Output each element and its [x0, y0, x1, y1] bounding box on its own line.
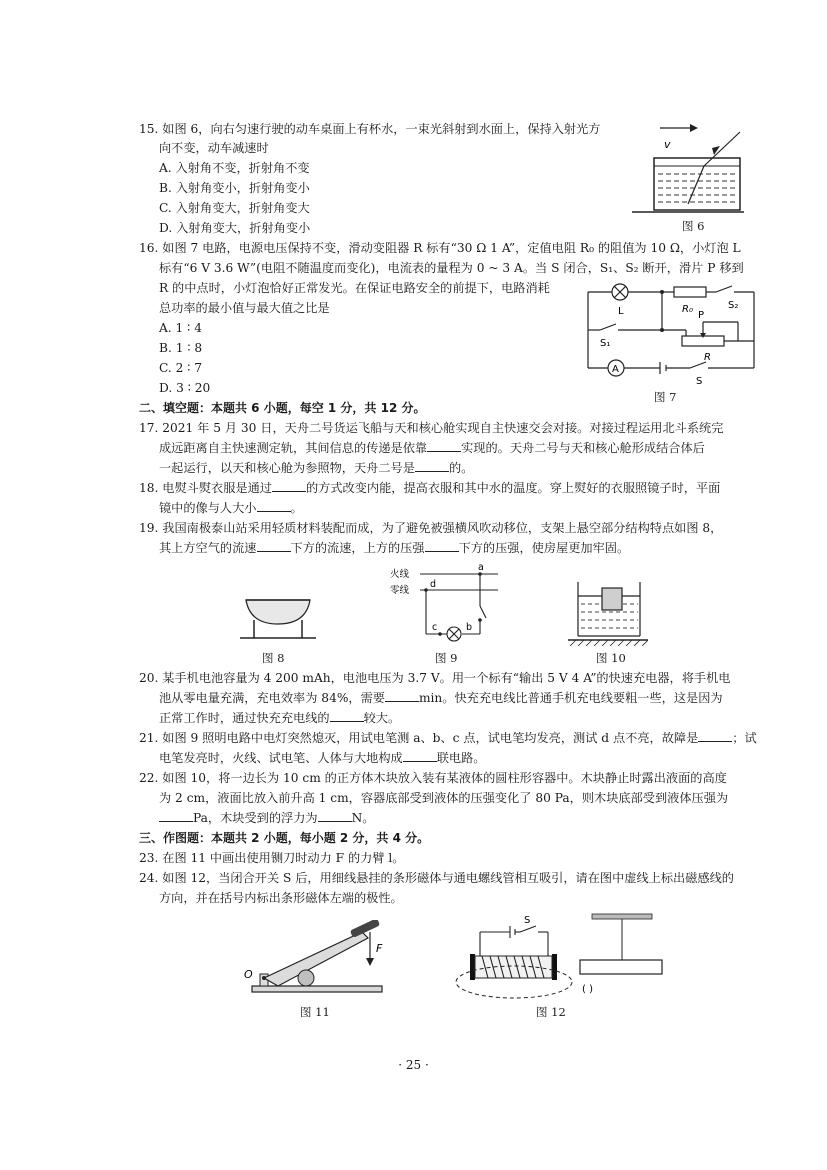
answer-blank[interactable]	[385, 690, 419, 702]
q19-line-2	[159, 540, 629, 556]
page-number: · 25 ·	[398, 1058, 429, 1072]
point-d-label: d	[430, 579, 437, 590]
q16-option-c: C. 2 ∶ 7	[159, 361, 203, 375]
velocity-label: v	[664, 138, 671, 151]
q16-line-3: R 的中点时，小灯泡恰好正常发光。在保证电路安全的前提下，电路消耗	[159, 281, 550, 295]
q21-text-2a: 电笔发亮时，火线、试电笔、人体与大地构成	[159, 751, 403, 765]
figure-9-caption: 图 9	[435, 651, 458, 665]
polarity-bracket: ( )	[582, 984, 593, 995]
q20-text-2a: 池从零电量充满，充电效率为 84%，需要	[159, 691, 385, 705]
q18-line-2	[159, 500, 303, 516]
q24-line-1: 24. 如图 12，当闭合开关 S 后，用细线悬挂的条形磁体与通电螺线管相互吸引，请在图中虚线上标出磁感线的	[139, 871, 734, 885]
answer-blank[interactable]	[272, 480, 306, 492]
q17-line-1: 17. 2021 年 5 月 30 日，天舟二号货运飞船与天和核心舱实现自主快速交会对接。对接过程运用北斗系统完	[139, 421, 724, 435]
q20-line-2	[159, 690, 723, 706]
q16-option-b: B. 1 ∶ 8	[159, 341, 203, 355]
figure-12-solenoid-magnet	[452, 912, 668, 1002]
answer-blank[interactable]	[425, 540, 459, 552]
s1-label: S₁	[600, 338, 611, 349]
live-wire-label: 火线	[390, 569, 410, 580]
section-3-heading: 三、作图题：本题共 2 小题，每小题 2 分，共 4 分。	[139, 831, 430, 845]
q19-line-1: 19. 我国南极泰山站采用轻质材料装配而成，为了避免被强横风吹动移位，支架上悬空部分结构特点如图 8，	[139, 521, 723, 535]
point-a-label: a	[478, 562, 484, 573]
figure-10-container	[568, 578, 648, 646]
q15-line-2: 向不变，动车减速时	[159, 141, 269, 155]
q18-line-1	[139, 480, 720, 496]
figure-12-caption: 图 12	[536, 1005, 566, 1019]
q16-option-d: D. 3 ∶ 20	[159, 381, 211, 395]
q19-text-2a: 其上方空气的流速	[159, 541, 257, 555]
figure-11-guillotine	[238, 920, 398, 1000]
answer-blank[interactable]	[318, 810, 352, 822]
q22-line-2: 为 2 cm，液面比放入前升高 1 cm，容器底部受到液体的压强变化了 80 Pa，则木块底部受到液体压强为	[159, 791, 729, 805]
q20-line-3	[159, 710, 400, 726]
rheostat-r-label: R	[704, 352, 711, 363]
q17-text-3a: 一起运行，以天和核心舱为参照物，天舟二号是	[159, 461, 415, 475]
ammeter-label: A	[612, 364, 619, 375]
figure-6-caption: 图 6	[682, 219, 705, 233]
q21-line-1	[139, 730, 757, 746]
q17-text-2a: 成远距离自主快速测定轨，其间信息的传递是依靠	[159, 441, 428, 455]
r0-label: R₀	[682, 304, 693, 315]
figure-8-caption: 图 8	[262, 651, 285, 665]
point-c-label: c	[432, 622, 438, 633]
q17-line-3	[159, 460, 473, 476]
figure-7-caption: 图 7	[654, 390, 677, 404]
switch-s-label: S	[696, 376, 703, 387]
q18-text-1a: 18. 电熨斗熨衣服是通过	[139, 481, 272, 495]
figure-10-caption: 图 10	[596, 651, 626, 665]
slider-p-label: P	[698, 310, 705, 321]
q22-line-1: 22. 如图 10，将一边长为 10 cm 的正方体木块放入装有某液体的圆柱形容器中。木块静止时露出液面的高度	[139, 771, 727, 785]
figure-9-lighting-circuit	[390, 560, 502, 650]
q18-text-1b: 的方式改变内能，提高衣服和其中水的温度。穿上熨好的衣服照镜子时，平面	[305, 481, 721, 495]
neutral-wire-label: 零线	[390, 585, 410, 596]
q17-text-3b: 的。	[448, 461, 474, 475]
q15-option-d: D. 入射角变大，折射角变小	[159, 221, 311, 235]
q21-line-2	[159, 750, 486, 766]
pivot-o-label: O	[244, 968, 253, 981]
answer-blank[interactable]	[159, 810, 193, 822]
q22-line-3	[159, 810, 374, 826]
q20-text-2b: min。快充充电线比普通手机充电线要粗一些，这是因为	[418, 691, 723, 705]
q20-text-3b: 较大。	[363, 711, 401, 725]
section-2-heading: 二、填空题：本题共 6 小题，每空 1 分，共 12 分。	[139, 401, 426, 415]
q20-text-3a: 正常工作时，通过快充充电线的	[159, 711, 330, 725]
q22-text-3a: Pa，木块受到的浮力为	[193, 811, 318, 825]
answer-blank[interactable]	[427, 440, 461, 452]
figure-8-station	[236, 590, 318, 646]
lamp-label: L	[618, 306, 624, 317]
answer-blank[interactable]	[257, 500, 291, 512]
answer-blank[interactable]	[698, 730, 732, 742]
q17-text-2b: 实现的。天舟二号与天和核心舱形成结合体后	[461, 441, 705, 455]
q16-line-2: 标有“6 V 3.6 W”(电阻不随温度而变化)，电流表的量程为 0 ~ 3 A。当 S 闭合，S₁、S₂ 断开，滑片 P 移到	[159, 261, 744, 275]
q15-option-b: B. 入射角变小，折射角变小	[159, 181, 310, 195]
point-b-label: b	[466, 622, 473, 633]
answer-blank[interactable]	[415, 460, 449, 472]
switch-s-label: S	[524, 915, 531, 926]
figure-6-cup-diagram	[628, 118, 748, 220]
q15-option-c: C. 入射角变大，折射角变大	[159, 201, 310, 215]
s2-label: S₂	[728, 300, 739, 311]
q15-line-1: 15. 如图 6，向右匀速行驶的动车桌面上有杯水，一束光斜射到水面上，保持入射光方	[139, 122, 601, 136]
q19-text-2c: 下方的压强，使房屋更加牢固。	[458, 541, 630, 555]
q15-option-a: A. 入射角不变，折射角不变	[159, 161, 310, 175]
figure-11-caption: 图 11	[300, 1005, 330, 1019]
answer-blank[interactable]	[330, 710, 364, 722]
q21-text-1a: 21. 如图 9 照明电路中电灯突然熄灭，用试电笔测 a、b、c 点，试电笔均发亮，测试 d 点不亮，故障是	[139, 731, 699, 745]
q21-text-1b: ；试	[732, 731, 757, 745]
q16-line-1: 16. 如图 7 电路，电源电压保持不变，滑动变阻器 R 标有“30 Ω 1 A”，定值电阻 R₀ 的阻值为 10 Ω，小灯泡 L	[139, 241, 741, 255]
q20-line-1: 20. 某手机电池容量为 4 200 mAh，电池电压为 3.7 V。用一个标有“输出 5 V 4 A”的快速充电器，将手机电	[139, 671, 731, 685]
q16-option-a: A. 1 ∶ 4	[159, 321, 202, 335]
q21-text-2b: 联电路。	[436, 751, 486, 765]
q16-line-4: 总功率的最小值与最大值之比是	[159, 301, 330, 315]
force-f-label: F	[376, 942, 383, 955]
answer-blank[interactable]	[403, 750, 437, 762]
q23-line: 23. 在图 11 中画出使用铡刀时动力 F 的力臂 l。	[139, 851, 405, 865]
q18-text-2a: 镜中的像与人大小	[159, 501, 257, 515]
q24-line-2: 方向，并在括号内标出条形磁体左端的极性。	[159, 891, 403, 905]
answer-blank[interactable]	[257, 540, 291, 552]
figure-7-circuit	[582, 280, 762, 388]
q19-text-2b: 下方的流速，上方的压强	[290, 541, 425, 555]
q22-text-3b: N。	[351, 811, 375, 825]
q17-line-2	[159, 440, 705, 456]
q18-text-2b: 。	[290, 501, 303, 515]
